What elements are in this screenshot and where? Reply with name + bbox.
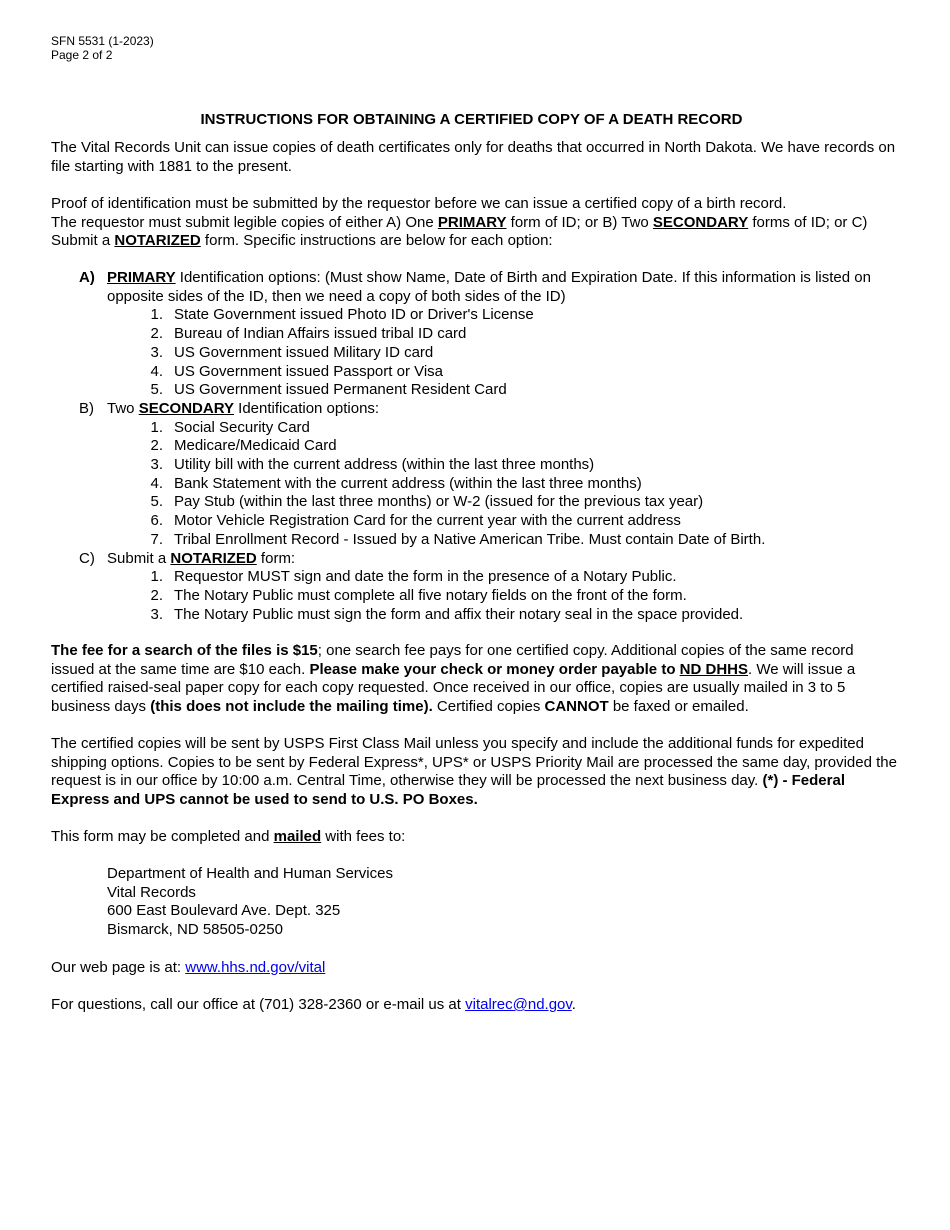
- section-c-text: form:: [256, 549, 296, 567]
- payee: ND DHHS: [679, 660, 748, 678]
- section-a-text: Identification options: (Must show Name, Date of Birth and Expiration Date. If this information is listed on opposite sides of the ID, then we need a copy of both sides of the ID): [107, 269, 871, 305]
- form-number: SFN 5531 (1-2023): [51, 34, 154, 48]
- list-item-number: 3.: [150, 343, 163, 361]
- list-item-text: Pay Stub (within the last three months) or W-2 (issued for the previous tax year): [174, 493, 704, 511]
- list-item-number: 3.: [150, 605, 163, 623]
- list-item-number: 2.: [150, 437, 163, 455]
- email-link[interactable]: vitalrec@nd.gov: [465, 996, 572, 1013]
- section-a-label: A): [79, 269, 95, 286]
- list-item-text: State Government issued Photo ID or Driver's License: [174, 306, 534, 324]
- section-c-label: C): [79, 549, 95, 567]
- website-link[interactable]: www.hhs.nd.gov/vital: [185, 959, 326, 976]
- page-indicator: Page 2 of 2: [51, 47, 113, 62]
- list-item: [51, 531, 901, 550]
- list-item-text: The Notary Public must sign the form and affix their notary seal in the space provided.: [174, 605, 744, 623]
- intro-paragraph: The Vital Records Unit can issue copies of death certificates only for deaths that occurred in North Dakota. We have records on file starting with 1881 to the present.: [51, 139, 896, 175]
- list-item-number: 6.: [150, 512, 163, 530]
- list-item: [51, 363, 901, 382]
- mailing-address: [107, 865, 393, 940]
- list-item-number: 2.: [150, 586, 163, 604]
- list-item: [51, 419, 901, 438]
- list-item-text: Bank Statement with the current address (within the last three months): [174, 474, 642, 492]
- list-item: [51, 306, 901, 325]
- list-item: [51, 437, 901, 456]
- fee-paragraph: The fee for a search of the files is $15; one search fee pays for one certified copy. Additional copies of the same record issued at the same time are $10 each. Please make your check or money order payable to ND DHHS. We will issue a certified raised-seal paper copy for each copy requested. Once received in our office, copies are usually mailed in 3 to 5 business days (this does not include the mailing time). Certified copies CANNOT be faxed or emailed.: [51, 642, 856, 716]
- proof-line1: Proof of identification must be submitted by the requestor before we can issue a certified copy of a birth record.: [51, 195, 787, 212]
- list-item-number: 1.: [150, 568, 163, 586]
- list-item-text: US Government issued Military ID card: [174, 343, 434, 361]
- list-item-number: 5.: [150, 493, 163, 511]
- secondary-keyword: SECONDARY: [652, 213, 749, 231]
- section-c-keyword: NOTARIZED: [170, 549, 257, 567]
- list-item: [51, 606, 901, 625]
- list-item: [51, 456, 901, 475]
- list-item-number: 7.: [150, 530, 163, 548]
- list-item: [51, 568, 901, 587]
- form-header: [51, 35, 154, 62]
- section-c-items: [51, 568, 901, 624]
- list-item-text: Tribal Enrollment Record - Issued by a Native American Tribe. Must contain Date of Birth.: [174, 530, 766, 548]
- section-a: [51, 269, 901, 306]
- list-item-number: 4.: [150, 362, 163, 380]
- section-b-keyword: SECONDARY: [138, 399, 234, 417]
- proof-paragraph: Proof of identification must be submitted by the requestor before we can issue a certified copy of a birth record. The requestor must submit legible copies of either A) One PRIMARY form of ID; or B) Two SECONDARY forms of ID; or C) Submit a NOTARIZED form. Specific instructions are below for each option:: [51, 195, 868, 250]
- list-item-text: Utility bill with the current address (within the last three months): [174, 456, 595, 474]
- notarized-keyword: NOTARIZED: [114, 232, 201, 250]
- shipping-paragraph: The certified copies will be sent by USPS First Class Mail unless you specify and include the additional funds for expedited shipping options. Copies to be sent by Federal Express*, UPS* or USPS Priority Mail are processed the same day, provided the request is in our office by 10:00 a.m. Central Time, otherwise they will be processed the next business day. (*) - Federal Express and UPS cannot be used to send to U.S. PO Boxes.: [51, 735, 897, 809]
- list-item: [51, 493, 901, 512]
- primary-keyword: PRIMARY: [437, 213, 507, 231]
- list-item: [51, 381, 901, 400]
- address-line: 600 East Boulevard Ave. Dept. 325: [107, 902, 341, 920]
- contact-paragraph: For questions, call our office at (701) 328-2360 or e-mail us at vitalrec@nd.gov.: [51, 996, 576, 1013]
- mailed-keyword: mailed: [273, 828, 322, 845]
- list-item: [51, 587, 901, 606]
- list-item-number: 3.: [150, 456, 163, 474]
- list-item-text: Requestor MUST sign and date the form in the presence of a Notary Public.: [174, 568, 677, 586]
- list-item: [51, 344, 901, 363]
- mail-paragraph: This form may be completed and mailed with fees to:: [51, 828, 406, 845]
- list-item-text: US Government issued Permanent Resident Card: [174, 381, 507, 399]
- section-b-text: Identification options:: [233, 399, 380, 417]
- page-title: INSTRUCTIONS FOR OBTAINING A CERTIFIED COPY OF A DEATH RECORD: [200, 111, 743, 128]
- web-paragraph: Our web page is at: www.hhs.nd.gov/vital: [51, 959, 326, 976]
- list-item-text: Medicare/Medicaid Card: [174, 437, 337, 455]
- section-c: C) Submit a NOTARIZED form:: [51, 550, 901, 569]
- address-line: Department of Health and Human Services: [107, 865, 393, 882]
- list-item-text: Social Security Card: [174, 418, 310, 436]
- address-line: Bismarck, ND 58505-0250: [107, 921, 283, 939]
- id-options-list: [51, 269, 901, 624]
- address-line: Vital Records: [107, 883, 196, 901]
- list-item-text: The Notary Public must complete all five notary fields on the front of the form.: [174, 586, 687, 604]
- list-item-number: 1.: [150, 418, 163, 436]
- section-a-keyword: PRIMARY: [107, 269, 176, 286]
- list-item-text: US Government issued Passport or Visa: [174, 362, 444, 380]
- list-item-text: Bureau of Indian Affairs issued tribal ID card: [174, 325, 467, 343]
- list-item: [51, 512, 901, 531]
- list-item: [51, 475, 901, 494]
- list-item-number: 2.: [150, 325, 163, 343]
- list-item-number: 1.: [150, 306, 163, 324]
- section-a-items: [51, 306, 901, 400]
- list-item-text: Motor Vehicle Registration Card for the current year with the current address: [174, 512, 681, 530]
- list-item: [51, 325, 901, 344]
- section-b: B) Two SECONDARY Identification options:: [51, 400, 901, 419]
- section-b-label: B): [79, 399, 94, 417]
- list-item-number: 4.: [150, 474, 163, 492]
- list-item-number: 5.: [150, 381, 163, 399]
- section-b-items: [51, 419, 901, 550]
